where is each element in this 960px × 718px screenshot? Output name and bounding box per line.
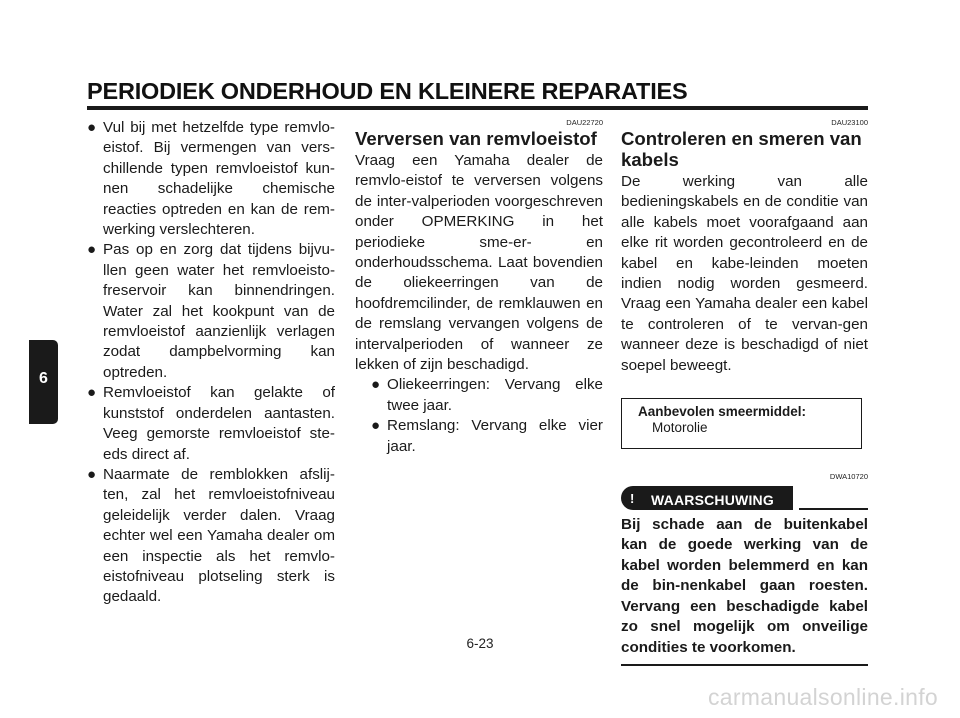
section-heading: Controleren en smeren van kabels — [621, 128, 862, 170]
section-tab-number: 6 — [39, 370, 48, 387]
list-item — [371, 375, 603, 416]
warning-code: DWA10720 — [829, 472, 868, 482]
list-item — [87, 383, 335, 465]
bullet-text: Vul bij met hetzelfde type remvlo-eistof. Bij vermengen van vers-chillende typen remvloeistof kun-nen schadelijke chemische reacties optreden en kan de rem-werking verslechteren. — [103, 119, 335, 239]
list-item — [87, 465, 335, 608]
list-item — [87, 240, 335, 383]
watermark: carmanualsonline.info — [707, 684, 938, 710]
bullet-icon: ● — [371, 417, 381, 435]
warning-rule — [799, 508, 868, 510]
bullet-icon: ● — [371, 376, 381, 394]
lubricant-box — [621, 398, 862, 449]
bullet-text: Naarmate de remblokken afslij-ten, zal het remvloeistofniveau geleidelijk verder dalen. Vraag echter wel een Yamaha dealer om een inspectie als het remvlo-eistofniveau plotseling sterk is gedaald. — [103, 465, 335, 606]
section-tab — [29, 340, 58, 424]
warning-header — [621, 486, 868, 514]
page-header-title: PERIODIEK ONDERHOUD EN KLEINERE REPARATIES — [87, 78, 688, 104]
bullet-icon: ● — [87, 241, 97, 259]
bullet-text: Remvloeistof kan gelakte of kunststof onderdelen aantasten. Veeg gemorste remvloeistof ste-eds direct af. — [103, 384, 335, 463]
header-rule — [87, 106, 868, 110]
warning-text: Bij schade aan de buitenkabel kan de goede werking van de kabel worden belemmerd en kan de bin-nenkabel gaan roesten. Vervang een beschadigde kabel zo snel mogelijk om onveilige condities te voorkomen. — [621, 516, 868, 656]
section-heading: Verversen van remvloeistof — [355, 128, 597, 149]
page-number: 6-23 — [466, 636, 494, 651]
bullet-icon: ● — [87, 384, 97, 402]
warning-label: WAARSCHUWING — [651, 492, 774, 509]
column-right — [621, 118, 868, 666]
list-item — [371, 416, 603, 457]
bullet-icon: ● — [87, 119, 97, 136]
bullet-text: Remslang: Vervang elke vier jaar. — [387, 417, 603, 455]
column-left — [87, 118, 335, 608]
column-middle — [355, 118, 603, 457]
warning-icon: ! — [630, 491, 635, 507]
list-item — [87, 118, 335, 240]
section-code: DAU22720 — [566, 118, 603, 127]
bullet-text: Pas op en zorg dat tijdens bijvu-llen geen water het remvloeisto-freservoir kan binnendringen. Water zal het kookpunt van de remvloeistof aanzienlijk verlagen zodat dampbelvorming kan optreden. — [103, 241, 335, 381]
bullet-icon: ● — [87, 465, 97, 483]
lubricant-value: Motorolie — [652, 420, 708, 436]
lubricant-label: Aanbevolen smeermiddel: — [638, 404, 807, 420]
warning-bottom-rule — [621, 664, 868, 666]
section-body: De werking van alle bedieningskabels en de conditie van alle kabels moet voorafgaand aan elke rit worden gecontroleerd en de kabel en kabe-leinden moeten indien nodig worden gesmeerd. Vraag een Yamaha dealer een kabel te controleren of te vervan-gen wanneer deze is beschadigd of niet soepel beweegt. — [621, 173, 868, 374]
section-body: Vraag een Yamaha dealer de remvlo-eistof te verversen volgens de inter-valperioden voorgeschreven onder OPMERKING in het periodieke sme-er- en onderhoudsschema. Laat bovendien de oliekeerringen van de hoofdremcilinder, de remklauwen en de remslang vervangen volgens de intervalperioden of wanneer ze lekken of zijn beschadigd. — [355, 152, 603, 374]
bullet-text: Oliekeerringen: Vervang elke twee jaar. — [387, 376, 603, 414]
section-code: DAU23100 — [831, 118, 868, 127]
warning-badge — [621, 486, 793, 510]
